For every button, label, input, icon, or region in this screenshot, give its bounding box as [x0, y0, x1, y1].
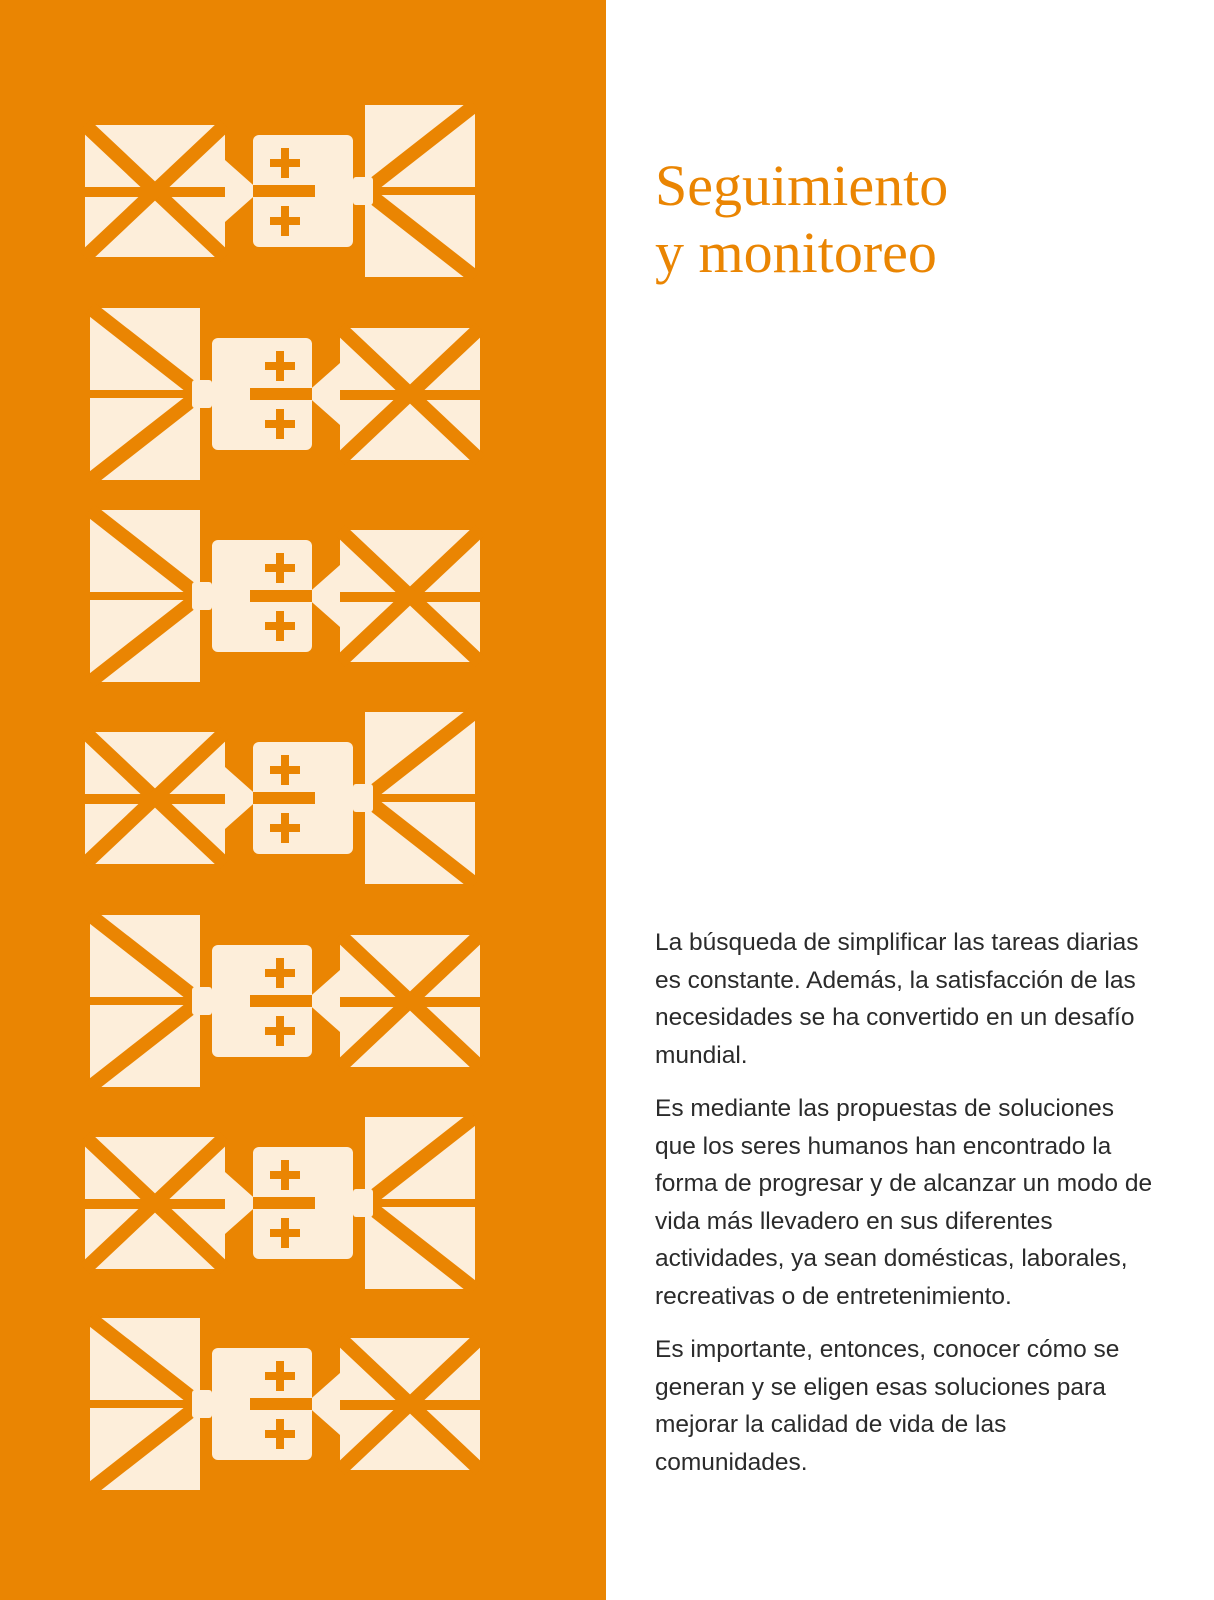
cross-motif-icon [253, 742, 353, 854]
motif-row [85, 105, 475, 277]
page-title-line-1: Seguimiento [655, 153, 949, 218]
stripe-block-motif-icon [353, 1117, 475, 1289]
cross-motif-icon [253, 1147, 353, 1259]
page-title [655, 152, 1175, 286]
envelope-motif-icon [305, 328, 480, 460]
cross-motif-icon [212, 338, 312, 450]
envelope-motif-icon [85, 732, 260, 864]
cross-motif-icon [212, 1348, 312, 1460]
page-title-line-2: y monitoreo [655, 220, 937, 285]
motif-row [90, 308, 480, 480]
paragraph-2: Es mediante las propuestas de soluciones que los seres humanos han encontrado la forma de progresar y de alcanzar un modo de vida más llevadero en sus diferentes actividades, ya sean domésticas, laborales, recreativas o de entretenimiento. [655, 1095, 1153, 1310]
decorative-pattern [0, 0, 606, 1600]
envelope-motif-icon [305, 530, 480, 662]
stripe-block-motif-icon [353, 105, 475, 277]
motif-row [85, 1117, 475, 1289]
cross-motif-icon [212, 540, 312, 652]
motif-row [85, 712, 475, 884]
stripe-block-motif-icon [90, 308, 212, 480]
stripe-block-motif-icon [90, 1318, 212, 1490]
motif-row [90, 915, 480, 1087]
motif-row [90, 510, 480, 682]
envelope-motif-icon [305, 935, 480, 1067]
envelope-motif-icon [305, 1338, 480, 1470]
stripe-block-motif-icon [90, 915, 212, 1087]
envelope-motif-icon [85, 125, 260, 257]
decorative-orange-panel [0, 0, 606, 1600]
paragraph-3: Es importante, entonces, conocer cómo se generan y se eligen esas soluciones para mejorar la calidad de vida de las comunidades. [655, 1336, 1120, 1476]
cross-motif-icon [253, 135, 353, 247]
stripe-block-motif-icon [353, 712, 475, 884]
body-text [655, 924, 1155, 1497]
paragraph-1: La búsqueda de simplificar las tareas diarias es constante. Además, la satisfacción de las necesidades se ha convertido en un desafío mundial. [655, 929, 1139, 1069]
cross-motif-icon [212, 945, 312, 1057]
motif-row [90, 1318, 480, 1490]
envelope-motif-icon [85, 1137, 260, 1269]
stripe-block-motif-icon [90, 510, 212, 682]
